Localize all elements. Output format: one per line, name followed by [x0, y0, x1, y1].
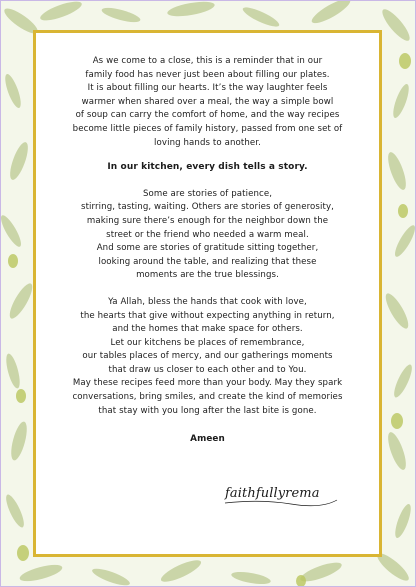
dua-line: and the homes that make space for others.	[112, 324, 303, 335]
intro-line: family food has never just been about filling our plates.	[85, 69, 330, 80]
letter-card	[33, 30, 382, 557]
signature-text: faithfullyrema	[225, 486, 320, 501]
dua-line: that stay with you long after the last bite is gone.	[98, 405, 317, 416]
intro-line: warmer when shared over a meal, the way a simple bowl	[81, 96, 334, 107]
intro-paragraph	[46, 55, 369, 150]
dua-line: Let our kitchens be places of remembrance,	[110, 337, 305, 348]
intro-line: It is about filling our hearts. It’s the way laughter feels	[87, 83, 328, 94]
signature	[221, 473, 341, 513]
stories-line: making sure there’s enough for the neighbor down the	[86, 215, 329, 226]
dua-paragraph	[46, 296, 369, 418]
stories-line: moments are the true blessings.	[136, 270, 279, 281]
dua-line: the hearts that give without expecting anything in return,	[80, 310, 335, 321]
stories-line: looking around the table, and realizing that these	[98, 256, 317, 267]
intro-line: loving hands to another.	[154, 137, 261, 148]
stories-paragraph	[46, 188, 369, 283]
dua-line: our tables places of mercy, and our gatherings moments	[82, 351, 333, 362]
intro-line: As we come to a close, this is a reminder that in our	[92, 56, 323, 66]
dua-line: May these recipes feed more than your body. May they spark	[72, 378, 343, 389]
stories-line: Some are stories of patience,	[142, 188, 273, 199]
intro-line: become little pieces of family history, passed from one set of	[72, 123, 343, 134]
story-heading: In our kitchen, every dish tells a story.	[107, 162, 308, 173]
dua-line: conversations, bring smiles, and create the kind of memories	[72, 392, 343, 403]
dua-line: that draw us closer to each other and to You.	[108, 364, 307, 375]
intro-line: of soup can carry the comfort of home, and the way recipes	[75, 110, 340, 121]
stories-line: And some are stories of gratitude sitting together,	[96, 243, 319, 254]
closing-ameen: Ameen	[190, 434, 225, 445]
stories-line: stirring, tasting, waiting. Others are stories of generosity,	[81, 202, 334, 213]
dua-line: Ya Allah, bless the hands that cook with love,	[108, 296, 307, 307]
stories-line: street or the friend who needed a warm meal.	[106, 229, 309, 240]
